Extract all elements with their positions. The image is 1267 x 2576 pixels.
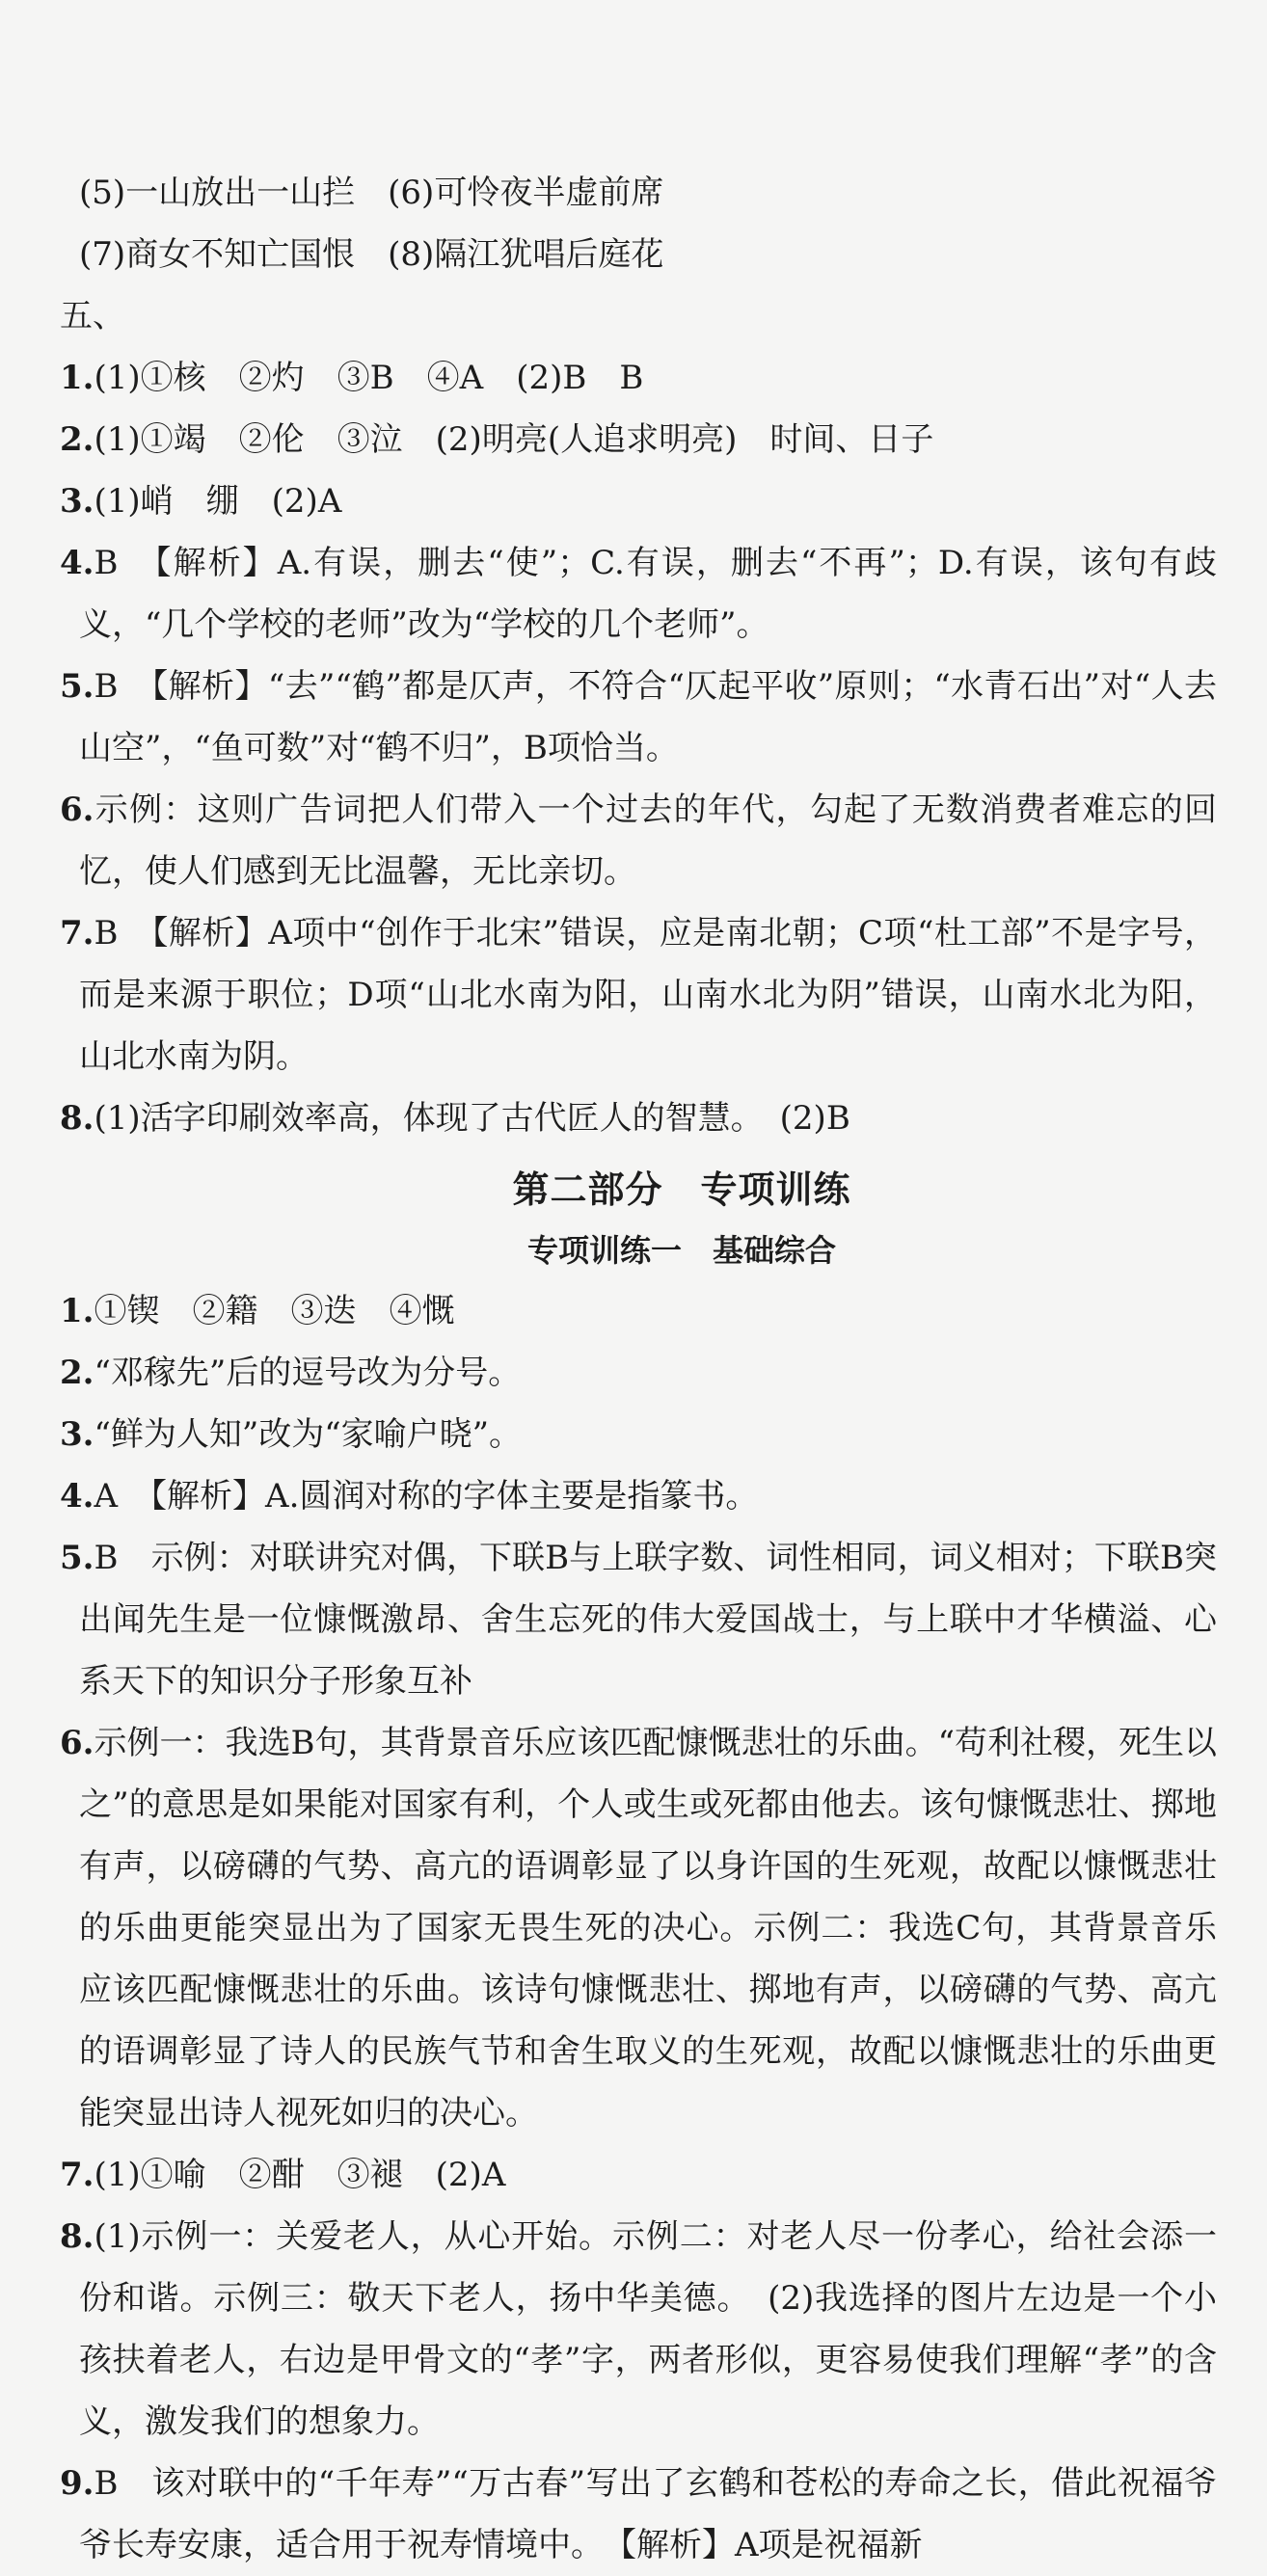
poem-line-7-8: (7)商女不知亡国恨 (8)隔江犹唱后庭花 <box>79 235 664 274</box>
training-item-9 <box>60 2453 1217 2576</box>
item-text: (1)峭 绷 (2)A <box>94 482 342 521</box>
item-text: B 示例：对联讲究对偶，下联B与上联字数、词性相同，词义相对；下联B突出闻先生是一位慷慨激昂、舍生忘死的伟大爱国战士，与上联中才华横溢、心系天下的知识分子形象互补 <box>79 1539 1217 1701</box>
item-number: 1. <box>60 1292 94 1330</box>
item-number: 8. <box>60 1099 94 1138</box>
poem-line-5-6: (5)一山放出一山拦 (6)可怜夜半虚前席 <box>79 174 664 212</box>
section5-item-1 <box>60 347 1217 409</box>
item-number: 6. <box>60 791 94 829</box>
item-number: 4. <box>60 1477 94 1516</box>
item-text: 示例：这则广告词把人们带入一个过去的年代，勾起了无数消费者难忘的回忆，使人们感到无比温馨，无比亲切。 <box>79 791 1217 891</box>
section5-item-4 <box>60 532 1217 656</box>
part-two-title: 第二部分 专项训练 <box>512 1168 851 1211</box>
item-text: A 【解析】A.圆润对称的字体主要是指篆书。 <box>94 1477 759 1516</box>
item-text: (1)①喻 ②酣 ③褪 (2)A <box>94 2156 506 2194</box>
section5-item-8 <box>60 1087 1217 1149</box>
item-number: 1. <box>60 359 94 397</box>
item-number: 7. <box>60 2156 94 2194</box>
section-five-heading: 五、 <box>60 297 125 335</box>
item-text: (1)活字印刷效率高，体现了古代匠人的智慧。 (2)B <box>94 1099 850 1138</box>
training-one-subtitle: 专项训练一 基础综合 <box>526 1232 836 1269</box>
item-text: 示例一：我选B句，其背景音乐应该匹配慷慨悲壮的乐曲。“苟利社稷，死生以之”的意思是如果能对国家有利，个人或生或死都由他去。该句慷慨悲壮、掷地有声，以磅礴的气势、高亢的语调彰显了以身许国的生死观，故配以慷慨悲壮的乐曲更能突显出为了国家无畏生死的决心。示例二：我选C句，其背景音乐应该匹配慷慨悲壮的乐曲。该诗句慷慨悲壮、掷地有声，以磅礴的气势、高亢的语调彰显了诗人的民族气节和舍生取义的生死观，故配以慷慨悲壮的乐曲更能突显出诗人视死如归的决心。 <box>79 1724 1217 2133</box>
training-item-2 <box>60 1342 1217 1404</box>
training-item-5 <box>60 1527 1217 1712</box>
item-number: 2. <box>60 420 94 459</box>
section5-item-3 <box>60 470 1217 532</box>
item-text: “邓稼先”后的逗号改为分号。 <box>94 1354 522 1392</box>
item-text: B 【解析】A.有误，删去“使”；C.有误，删去“不再”；D.有误，该句有歧义，“几个学校的老师”改为“学校的几个老师”。 <box>79 544 1217 644</box>
training-item-8 <box>60 2206 1217 2453</box>
section5-item-5 <box>60 656 1217 779</box>
training-item-3 <box>60 1404 1217 1465</box>
item-number: 7. <box>60 914 94 953</box>
item-number: 3. <box>60 482 94 521</box>
item-number: 4. <box>60 544 94 582</box>
item-text: B 【解析】“去”“鹤”都是仄声，不符合“仄起平收”原则；“水青石出”对“人去山空”，“鱼可数”对“鹤不归”，B项恰当。 <box>79 667 1217 767</box>
item-text: ①锲 ②籍 ③迭 ④慨 <box>94 1292 455 1330</box>
item-text: (1)示例一：关爱老人，从心开始。示例二：对老人尽一份孝心，给社会添一份和谐。示例三：敬天下老人，扬中华美德。 (2)我选择的图片左边是一个小孩扶着老人，右边是甲骨文的“孝”字，两者形似，更容易使我们理解“孝”的含义，激发我们的想象力。 <box>79 2217 1217 2441</box>
item-number: 3. <box>60 1415 94 1454</box>
section5-item-2 <box>60 409 1217 470</box>
item-number: 9. <box>60 2464 94 2503</box>
item-number: 2. <box>60 1354 94 1392</box>
section5-item-6 <box>60 779 1217 902</box>
item-text: B 【解析】A项中“创作于北宋”错误，应是南北朝；C项“杜工部”不是字号，而是来源于职位；D项“山北水南为阳，山南水北为阴”错误，山南水北为阳，山北水南为阴。 <box>79 914 1217 1076</box>
item-text: (1)①核 ②灼 ③B ④A (2)B B <box>94 359 644 397</box>
training-item-6 <box>60 1712 1217 2144</box>
item-text: B 该对联中的“千年寿”“万古春”写出了玄鹤和苍松的寿命之长，借此祝福爷爷长寿安康，适合用于祝寿情境中。 【解析】A项是祝福新 <box>79 2464 1217 2564</box>
section5-item-7 <box>60 902 1217 1087</box>
training-item-4 <box>60 1465 1217 1527</box>
item-number: 8. <box>60 2217 94 2256</box>
item-number: 5. <box>60 667 94 706</box>
training-item-7 <box>60 2144 1217 2206</box>
item-number: 5. <box>60 1539 94 1577</box>
training-item-1 <box>60 1280 1217 1342</box>
answer-content <box>60 162 1217 2576</box>
item-number: 6. <box>60 1724 94 1762</box>
item-text: (1)①竭 ②伦 ③泣 (2)明亮(人追求明亮) 时间、日子 <box>94 420 934 459</box>
item-text: “鲜为人知”改为“家喻户晓”。 <box>94 1415 523 1454</box>
